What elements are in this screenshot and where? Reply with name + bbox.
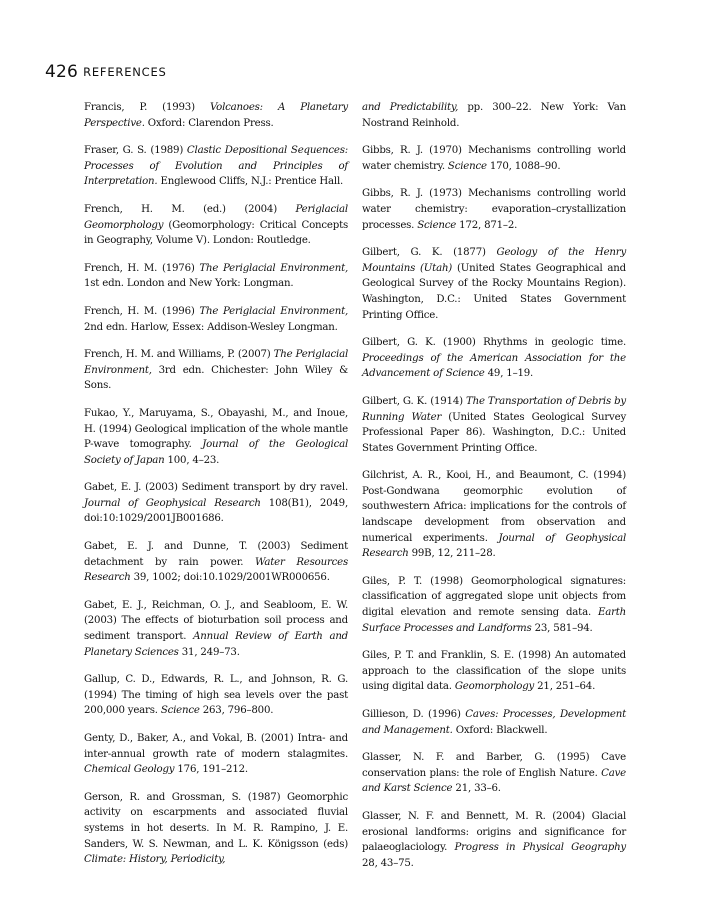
reference-text: Gibbs, R. J. (1970) Mechanisms controlling world water chemistry. [362, 145, 626, 172]
reference-entry [84, 598, 348, 660]
reference-entry [362, 186, 626, 233]
reference-text: 100, 4–23. [164, 454, 220, 466]
reference-entry [84, 347, 348, 394]
reference-italic-text: Earth Surface Processes and Landforms [362, 607, 626, 634]
reference-text: 28, 43–75. [362, 857, 414, 869]
reference-italic-text: Cave and Karst Science [362, 767, 626, 795]
reference-entry [362, 143, 626, 174]
reference-entry [84, 731, 348, 778]
reference-italic-text: The Periglacial Environment, [199, 305, 348, 317]
reference-text: French, H. M. (1996) [84, 305, 200, 317]
reference-italic-text: Journal of Geophysical Research [362, 532, 626, 560]
reference-text: 21, 251–64. [534, 681, 596, 693]
reference-italic-text: Science [447, 160, 487, 172]
reference-text: pp. 300–22. New York: Van Nostrand Reinhold. [362, 102, 627, 129]
reference-entry [362, 394, 626, 456]
reference-text: Genty, D., Baker, A., and Vokal, B. (2001) Intra- and inter-annual growth rate of modern stalagmites. [84, 733, 348, 760]
reference-text: Gilbert, G. K. (1914) [362, 395, 467, 407]
reference-text: Englewood Cliffs, N.J.: Prentice Hall. [157, 176, 344, 188]
reference-italic-text: Water Resources Research [84, 556, 348, 584]
reference-text: Fraser, G. S. (1989) [84, 145, 187, 157]
reference-entry [362, 809, 626, 871]
reference-italic-text: Science [160, 705, 200, 717]
reference-entry [362, 750, 626, 797]
reference-text: Gerson, R. and Grossman, S. (1987) Geomorphic activity on escarpments and associated fluvial systems in hot deserts. In M. R. Rampino, J. E. Sanders, W. S. Newman, and L. K. Königsson (eds) [84, 791, 348, 850]
reference-entry [362, 335, 626, 382]
reference-text: Gilchrist, A. R., Kooi, H., and Beaumont, C. (1994) Post-Gondwana geomorphic evolution of southwestern Africa: implications for the controls of landscape development from observation and numerical experiments. [362, 470, 626, 544]
reference-entry [362, 468, 626, 562]
reference-text: Fukao, Y., Maruyama, S., Obayashi, M., and Inoue, H. (1994) Geological implication of the whole mantle P-wave tomography. [84, 407, 348, 451]
reference-italic-text: Proceedings of the American Association for the Advancement of Science [362, 352, 626, 380]
reference-entry [84, 304, 348, 335]
reference-entry [84, 261, 348, 292]
reference-text: Gabet, E. J. and Dunne, T. (2003) Sediment detachment by rain power. [84, 541, 348, 568]
reference-italic-text: and Predictability, [362, 102, 459, 113]
reference-text: Glasser, N. F. and Bennett, M. R. (2004) Glacial erosional landforms: origins and significance for palaeoglaciology. [362, 810, 626, 854]
reference-italic-text: Journal of Geophysical Research [84, 497, 261, 509]
reference-text: Oxford: Clarendon Press. [144, 117, 274, 129]
reference-italic-text: Caves: Processes, Development and Management. [362, 709, 626, 736]
reference-italic-text: Geomorphology [454, 681, 535, 693]
reference-text: French, H. M. (1976) [84, 262, 200, 274]
reference-text: 108(B1), 2049, doi:10:1029/2001JB001686. [84, 497, 348, 525]
reference-italic-text: The Periglacial Environment, [84, 349, 349, 376]
reference-entry [84, 406, 348, 468]
reference-italic-text: Journal of the Geological Society of Japan [84, 439, 349, 466]
reference-entry [84, 100, 348, 131]
reference-text: (Geomorphology: Critical Concepts in Geography, Volume V). London: Routledge. [84, 219, 348, 247]
reference-text: 176, 191–212. [174, 764, 248, 776]
reference-text: 1st edn. London and New York: Longman. [84, 278, 294, 290]
reference-text: Giles, P. T. (1998) Geomorphological signatures: classification of aggregated slope unit objects from digital elevation and remote sensing data. [362, 575, 626, 619]
reference-text: Giles, P. T. and Franklin, S. E. (1998) An automated approach to the classification of the slope units using digital data. [362, 650, 626, 693]
reference-italic-text: Climate: History, Periodicity, [84, 854, 226, 866]
references-left-column [84, 100, 348, 880]
reference-italic-text: The Periglacial Environment, [199, 262, 348, 274]
reference-text: Gabet, E. J. (2003) Sediment transport by dry ravel. [84, 482, 348, 494]
running-head-title: REFERENCES [83, 65, 167, 79]
reference-text: Oxford: Blackwell. [452, 724, 548, 736]
reference-text: 99B, 12, 211–28. [408, 548, 496, 560]
reference-italic-text: Geology of the Henry Mountains (Utah) [362, 247, 626, 274]
reference-italic-text: Chemical Geology [84, 764, 175, 776]
reference-entry [84, 202, 348, 249]
reference-text: 39, 1002; doi:10.1029/2001WR000656. [130, 572, 330, 584]
reference-text: French, H. M. (ed.) (2004) [84, 203, 296, 215]
reference-text: 3rd edn. Chichester: John Wiley & Sons. [84, 364, 348, 392]
reference-text: 49, 1–19. [484, 368, 534, 380]
reference-text: French, H. M. and Williams, P. (2007) [84, 349, 274, 361]
page-number: 426 [45, 62, 79, 82]
reference-italic-text: Progress in Physical Geography [454, 842, 626, 854]
reference-text: 31, 249–73. [178, 646, 240, 658]
references-right-column [362, 100, 626, 883]
reference-text: 172, 871–2. [456, 219, 518, 231]
reference-text: Gibbs, R. J. (1973) Mechanisms controlling world water chemistry: evaporation–crystallization processes. [362, 188, 626, 231]
reference-text: Gilbert, G. K. (1900) Rhythms in geologic time. [362, 337, 626, 349]
reference-entry [84, 672, 348, 719]
reference-text: Gilbert, G. K. (1877) [362, 247, 497, 259]
reference-entry [84, 480, 348, 527]
reference-entry [362, 648, 626, 695]
reference-text: 23, 581–94. [531, 622, 593, 634]
reference-entry [362, 707, 626, 738]
page-header [45, 62, 167, 86]
reference-italic-text: Annual Review of Earth and Planetary Sciences [84, 631, 349, 658]
reference-entry [84, 143, 348, 190]
reference-text: Glasser, N. F. and Barber, G. (1995) Cave conservation plans: the role of English Nature. [362, 752, 626, 779]
reference-italic-text: Clastic Depositional Sequences: Processes of Evolution and Principles of Interpretation. [84, 145, 348, 188]
reference-text: Gabet, E. J., Reichman, O. J., and Seabloom, E. W. (2003) The effects of bioturbation soil process and sediment transport. [84, 599, 348, 643]
reference-entry [362, 245, 626, 323]
reference-text: 170, 1088–90. [486, 160, 561, 172]
reference-text: 21, 33–6. [452, 783, 501, 795]
reference-text: (United States Geographical and Geological Survey of the Rocky Mountains Region). Washington, D.C.: United States Government Printing Office. [362, 262, 626, 321]
reference-entry [362, 574, 626, 636]
reference-italic-text: The Transportation of Debris by Running Water [362, 395, 626, 423]
reference-italic-text: Volcanoes: A Planetary Perspective. [84, 102, 348, 129]
reference-text: 2nd edn. Harlow, Essex: Addison-Wesley Longman. [84, 321, 338, 333]
reference-text: Gillieson, D. (1996) [362, 709, 466, 720]
reference-entry [84, 539, 348, 586]
reference-entry [84, 790, 348, 868]
reference-italic-text: Periglacial Geomorphology [84, 203, 348, 231]
reference-text: Francis, P. (1993) [84, 102, 210, 113]
reference-italic-text: Science [417, 219, 457, 231]
reference-text: (United States Geological Survey Professional Paper 86). Washington, D.C.: United States Government Printing Office. [362, 411, 626, 454]
reference-entry [362, 100, 626, 131]
reference-text: Gallup, C. D., Edwards, R. L., and Johnson, R. G. (1994) The timing of high sea levels over the past 200,000 years. [84, 674, 348, 717]
reference-text: 263, 796–800. [199, 705, 274, 717]
